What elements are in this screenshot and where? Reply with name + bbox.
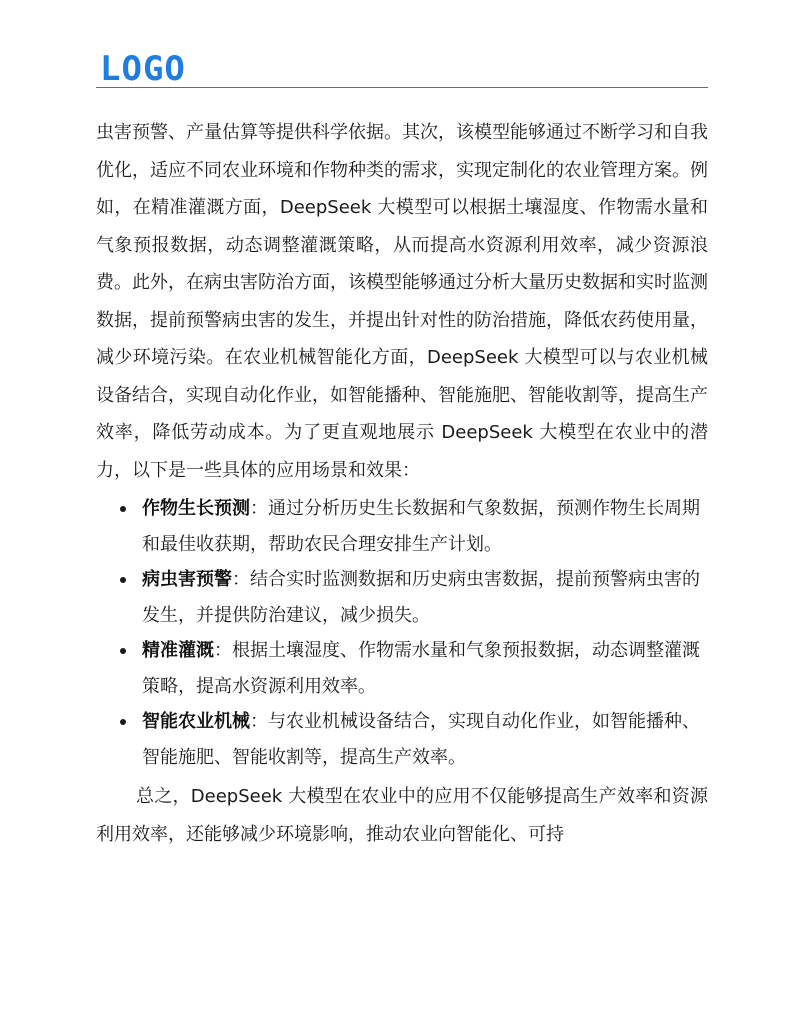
- list-item-text: 通过分析历史生长数据和气象数据，预测作物生长周期和最佳收获期，帮助农民合理安排生产计划。: [142, 498, 700, 555]
- list-item-text: 结合实时监测数据和历史病虫害数据，提前预警病虫害的发生，并提供防治建议，减少损失。: [142, 569, 700, 626]
- bullet-icon: [120, 719, 126, 725]
- bullet-icon: [120, 648, 126, 654]
- list-item-separator: ：: [232, 569, 250, 590]
- list-item: [96, 704, 708, 775]
- conclusion-paragraph: 总之，DeepSeek 大模型在农业中的应用不仅能够提高生产效率和资源利用效率，还能够减少环境影响，推动农业向智能化、可持: [96, 786, 708, 845]
- list-item-text: 与农业机械设备结合，实现自动化作业，如智能播种、智能施肥、智能收割等，提高生产效率。: [142, 711, 700, 768]
- list-item: [96, 562, 708, 633]
- bullet-icon: [120, 506, 126, 512]
- list-item-separator: ：: [250, 498, 268, 519]
- logo: LOGO: [100, 49, 186, 89]
- list-item: [96, 491, 708, 562]
- list-item-separator: ：: [250, 711, 268, 732]
- application-list: [96, 491, 708, 775]
- document-body: [96, 114, 708, 853]
- list-item-title: 精准灌溉: [142, 640, 214, 661]
- header-divider: [96, 87, 708, 88]
- list-item-title: 病虫害预警: [142, 569, 232, 590]
- list-item-title: 智能农业机械: [142, 711, 250, 732]
- list-item-separator: ：: [214, 640, 232, 661]
- body-paragraph: 虫害预警、产量估算等提供科学依据。其次，该模型能够通过不断学习和自我优化，适应不同农业环境和作物种类的需求，实现定制化的农业管理方案。例如，在精准灌溉方面，DeepSeek 大模型可以根据土壤湿度、作物需水量和气象预报数据，动态调整灌溉策略，从而提高水资源利用效率，减少资源浪费。此外，在病虫害防治方面，该模型能够通过分析大量历史数据和实时监测数据，提前预警病虫害的发生，并提出针对性的防治措施，降低农药使用量，减少环境污染。在农业机械智能化方面，DeepSeek 大模型可以与农业机械设备结合，实现自动化作业，如智能播种、智能施肥、智能收割等，提高生产效率，降低劳动成本。为了更直观地展示 DeepSeek 大模型在农业中的潜力，以下是一些具体的应用场景和效果：: [96, 122, 708, 481]
- list-item-title: 作物生长预测: [142, 498, 250, 519]
- list-item: [96, 633, 708, 704]
- list-item-text: 根据土壤湿度、作物需水量和气象预报数据，动态调整灌溉策略，提高水资源利用效率。: [142, 640, 700, 697]
- bullet-icon: [120, 577, 126, 583]
